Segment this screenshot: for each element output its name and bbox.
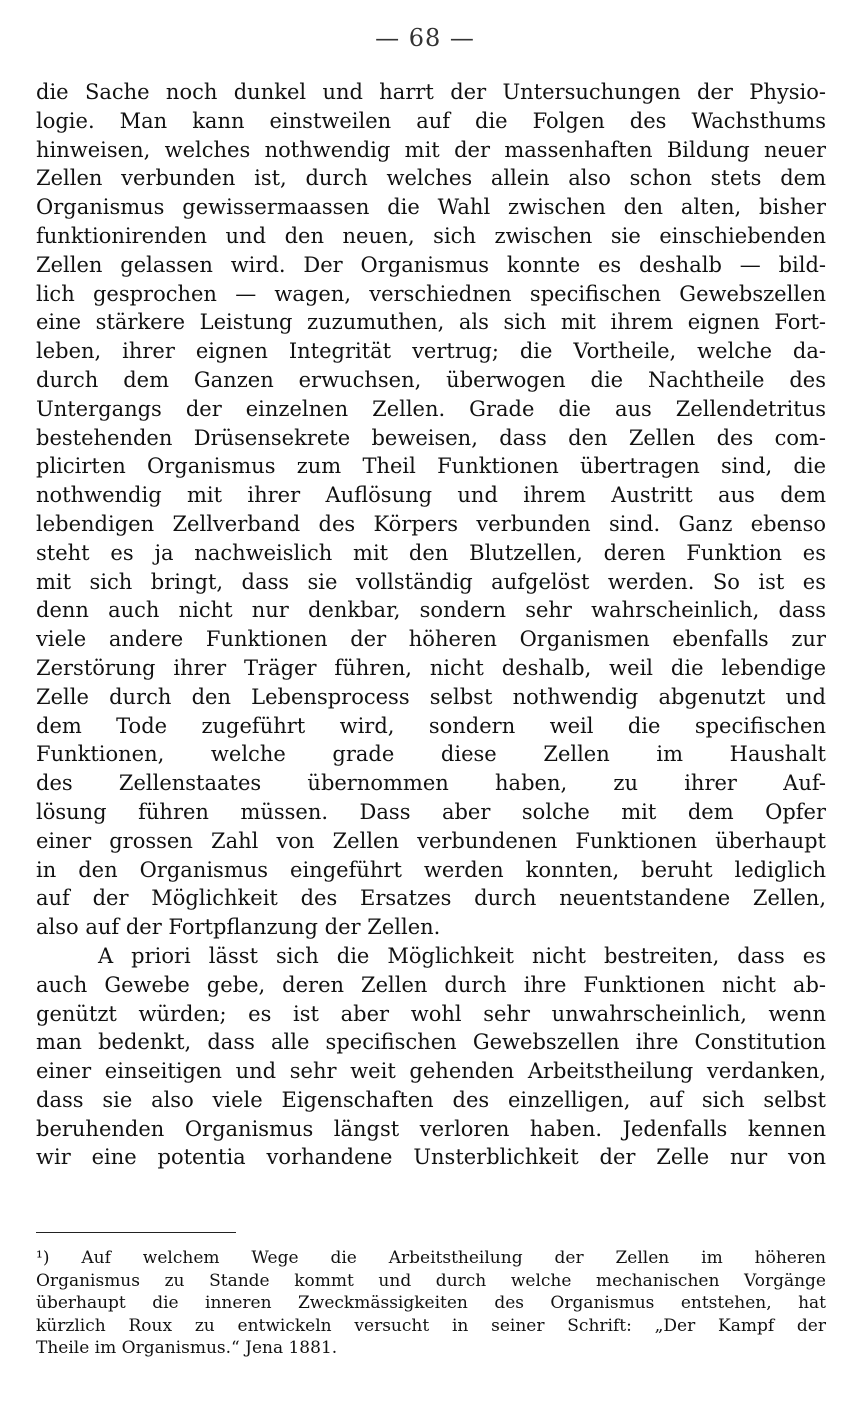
- text-line: die Sache noch dunkel und harrt der Untersuchungen der Physio-: [36, 80, 826, 104]
- text-line: auf der Möglichkeit des Ersatzes durch neuentstandene Zellen,: [36, 886, 826, 911]
- footnote-line: Theile im Organismus.“ Jena 1881.: [36, 1338, 338, 1359]
- text-line: A priori lässt sich die Möglichkeit nicht bestreiten, dass es: [98, 943, 826, 968]
- footnote-line: kürzlich Roux zu entwickeln versucht in seiner Schrift: „Der Kampf der: [36, 1315, 826, 1336]
- text-line: durch dem Ganzen erwuchsen, überwogen die Nachtheile des: [36, 367, 826, 392]
- page-number: — 68 —: [375, 24, 475, 52]
- text-line: beruhenden Organismus längst verloren haben. Jedenfalls kennen: [36, 1116, 826, 1141]
- footnote-line: ¹) Auf welchem Wege die Arbeitstheilung der Zellen im höheren: [36, 1248, 826, 1268]
- text-line: funktionirenden und den neuen, sich zwischen sie einschiebenden: [36, 223, 826, 248]
- text-line: leben, ihrer eignen Integrität vertrug; die Vortheile, welche da-: [36, 339, 826, 364]
- footnote-line: überhaupt die inneren Zweckmässigkeiten des Organismus entstehen, hat: [36, 1293, 826, 1314]
- text-line: lösung führen müssen. Dass aber solche mit dem Opfer: [36, 799, 826, 824]
- text-line: steht es ja nachweislich mit den Blutzellen, deren Funktion es: [36, 540, 826, 565]
- text-line: also auf der Fortpflanzung der Zellen.: [36, 915, 441, 940]
- body-text: [36, 78, 826, 1172]
- text-line: mit sich bringt, dass sie vollständig aufgelöst werden. So ist es: [36, 569, 826, 594]
- text-line: wir eine potentia vorhandene Unsterblichkeit der Zelle nur von: [36, 1145, 826, 1170]
- text-line: man bedenkt, dass alle specifischen Gewebszellen ihre Constitution: [36, 1030, 826, 1055]
- text-line: Zellen verbunden ist, durch welches allein also schon stets dem: [36, 166, 826, 191]
- text-line: dass sie also viele Eigenschaften des einzelligen, auf sich selbst: [36, 1087, 826, 1112]
- text-line: auch Gewebe gebe, deren Zellen durch ihre Funktionen nicht ab-: [36, 972, 826, 997]
- text-line: lich gesprochen — wagen, verschiednen specifischen Gewebszellen: [36, 281, 826, 306]
- text-line: Untergangs der einzelnen Zellen. Grade die aus Zellendetritus: [36, 396, 826, 421]
- footnote-divider: [36, 1232, 236, 1233]
- text-line: lebendigen Zellverband des Körpers verbunden sind. Ganz ebenso: [36, 511, 826, 536]
- text-line: viele andere Funktionen der höheren Organismen ebenfalls zur: [36, 627, 826, 652]
- text-line: Zellen gelassen wird. Der Organismus konnte es deshalb — bild-: [36, 252, 826, 277]
- text-line: dem Tode zugeführt wird, sondern weil die specifischen: [36, 713, 826, 738]
- text-line: Organismus gewissermaassen die Wahl zwischen den alten, bisher: [36, 195, 826, 220]
- footnote-line: Organismus zu Stande kommt und durch welche mechanischen Vorgänge: [36, 1270, 826, 1291]
- footnote: [36, 1247, 826, 1360]
- text-line: genützt würden; es ist aber wohl sehr unwahrscheinlich, wenn: [36, 1001, 826, 1026]
- text-line: hinweisen, welches nothwendig mit der massenhaften Bildung neuer: [36, 137, 826, 162]
- text-line: Zerstörung ihrer Träger führen, nicht deshalb, weil die lebendige: [36, 655, 826, 680]
- text-line: des Zellenstaates übernommen haben, zu ihrer Auf-: [36, 771, 826, 796]
- text-line: eine stärkere Leistung zuzumuthen, als sich mit ihrem eignen Fort-: [36, 310, 826, 335]
- text-line: in den Organismus eingeführt werden konnten, beruht lediglich: [36, 857, 826, 882]
- text-line: logie. Man kann einstweilen auf die Folgen des Wachsthums: [36, 108, 826, 133]
- text-line: einer einseitigen und sehr weit gehenden Arbeitstheilung verdanken,: [36, 1059, 826, 1084]
- text-line: Zelle durch den Lebensprocess selbst nothwendig abgenutzt und: [36, 684, 826, 709]
- text-line: Funktionen, welche grade diese Zellen im Haushalt: [36, 742, 826, 767]
- text-line: nothwendig mit ihrer Auflösung und ihrem Austritt aus dem: [36, 483, 826, 508]
- text-line: bestehenden Drüsensekrete beweisen, dass den Zellen des com-: [36, 425, 826, 450]
- text-line: einer grossen Zahl von Zellen verbundenen Funktionen überhaupt: [36, 828, 826, 853]
- text-line: plicirten Organismus zum Theil Funktionen übertragen sind, die: [36, 454, 826, 479]
- text-line: denn auch nicht nur denkbar, sondern sehr wahrscheinlich, dass: [36, 598, 826, 623]
